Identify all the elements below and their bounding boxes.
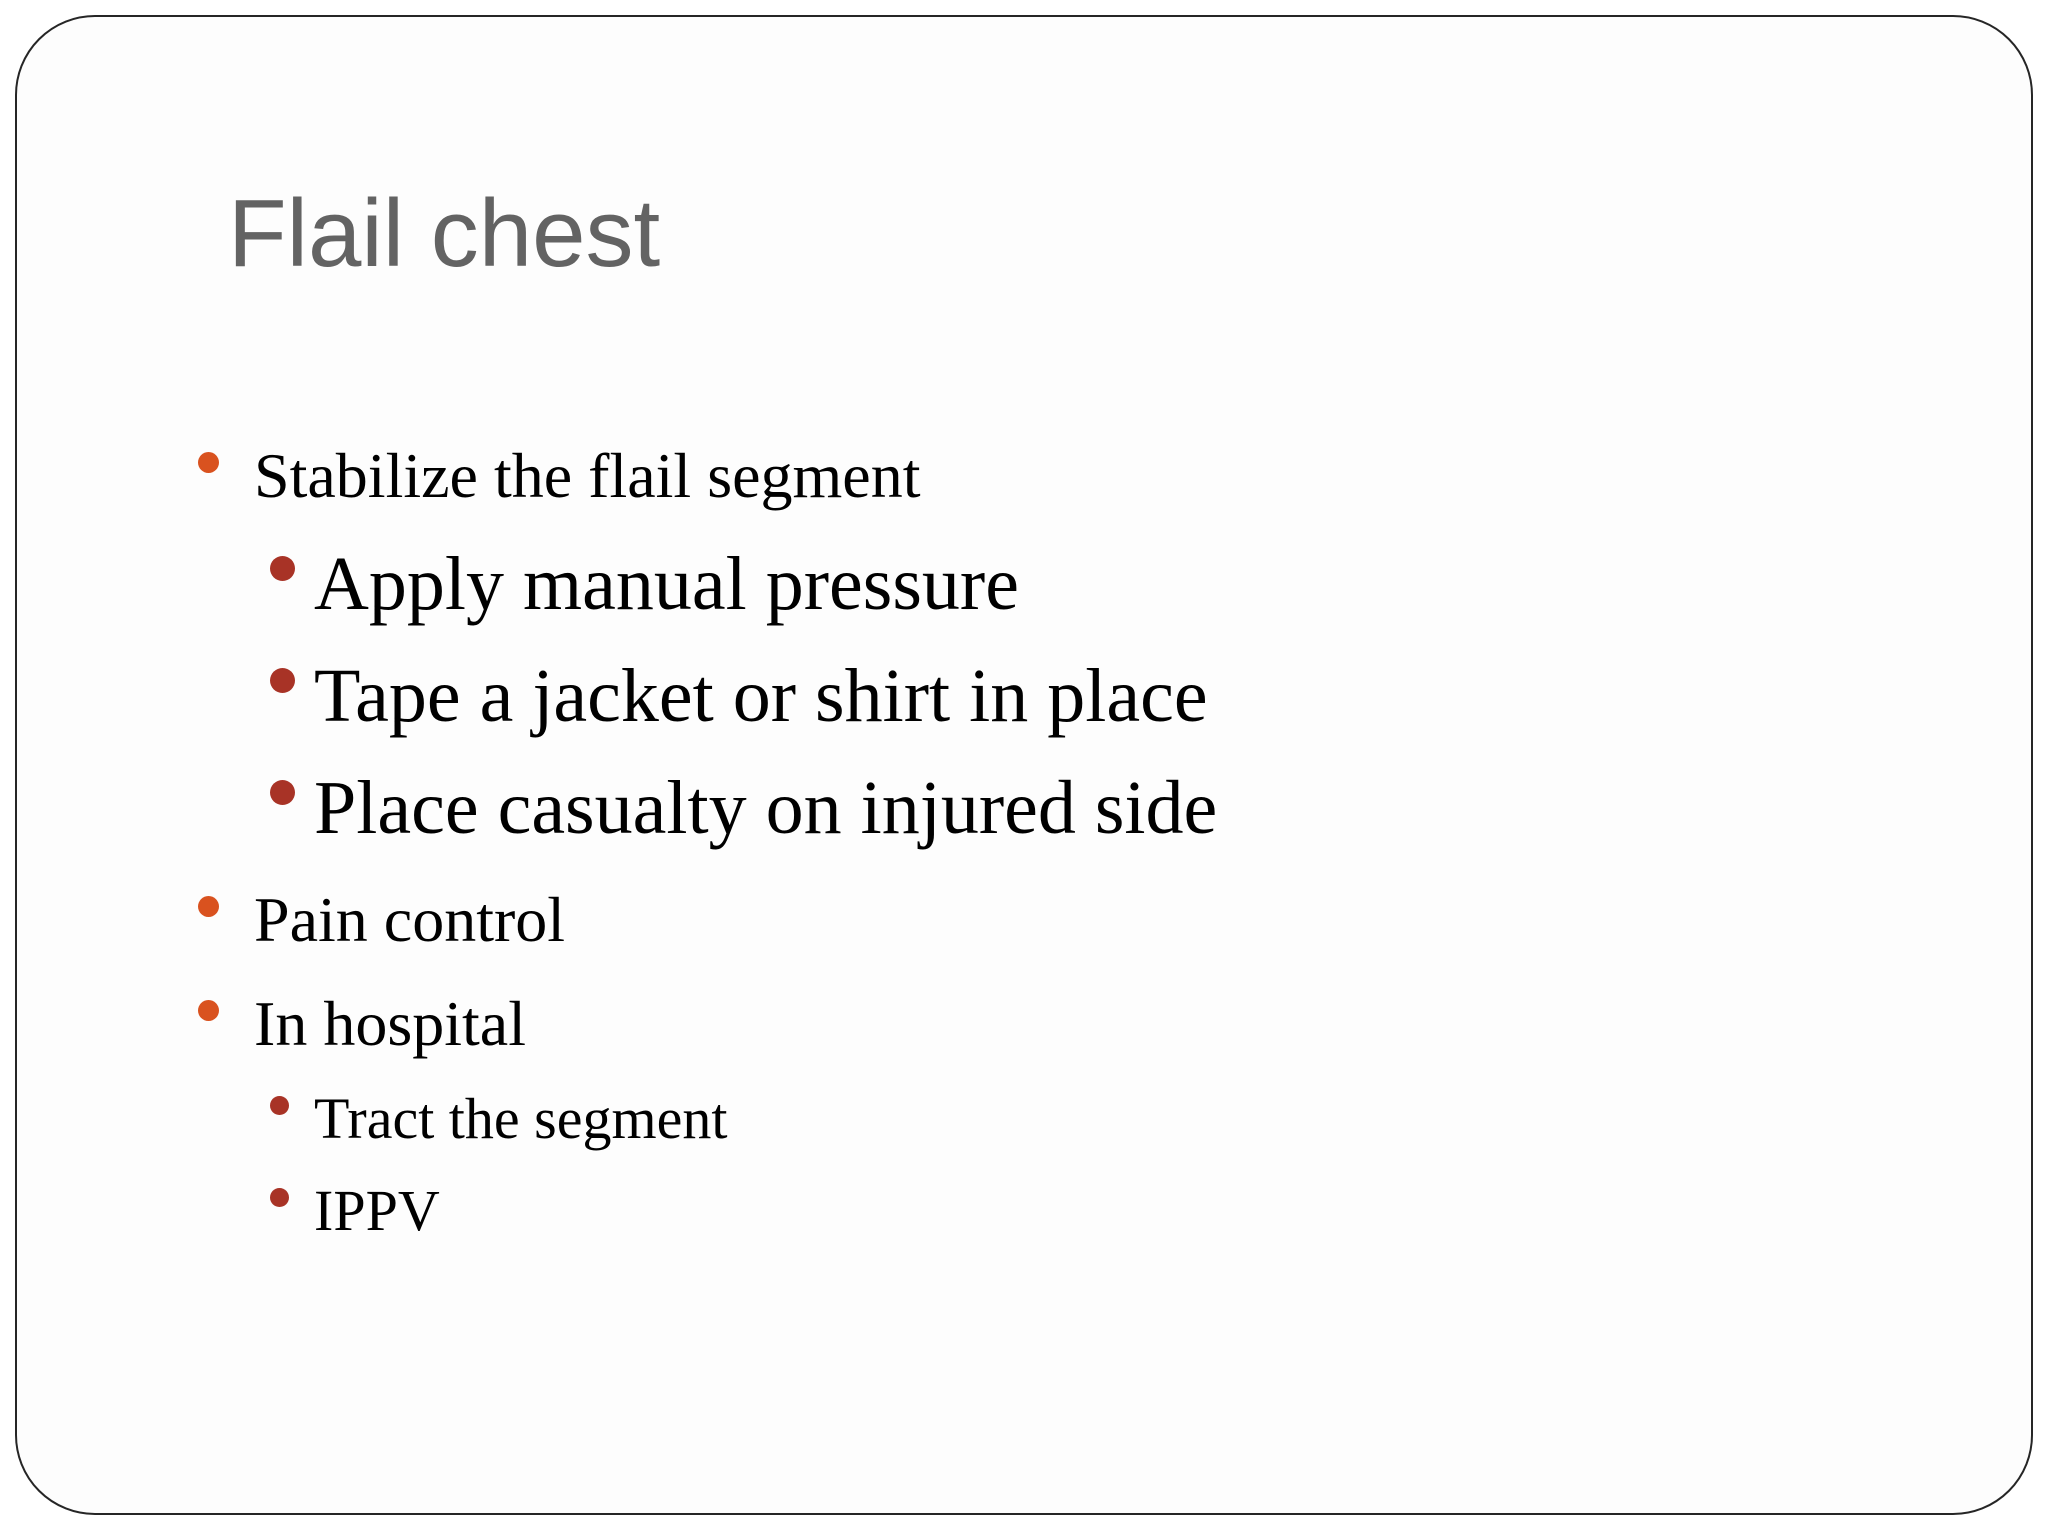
sub-bullet-text: Place casualty on injured side: [314, 766, 1218, 850]
sub-bullet-text: Apply manual pressure: [314, 542, 1019, 626]
bullet-dot-icon: [198, 452, 219, 473]
bullet-text: In hospital: [254, 988, 526, 1059]
sub-bullet-text: Tape a jacket or shirt in place: [314, 654, 1208, 738]
sub-bullet-text: Tract the segment: [314, 1086, 728, 1151]
sub-bullet-dot-icon: [270, 1188, 289, 1207]
slide-title: Flail chest: [228, 180, 661, 287]
bullet-dot-icon: [198, 1000, 219, 1021]
bullet-dot-icon: [198, 896, 219, 917]
sub-bullet-dot-icon: [270, 556, 295, 581]
sub-bullet-dot-icon: [270, 668, 295, 693]
bullet-text: Stabilize the flail segment: [254, 440, 921, 511]
sub-bullet-dot-icon: [270, 1096, 289, 1115]
bullet-text: Pain control: [254, 884, 566, 955]
sub-bullet-dot-icon: [270, 780, 295, 805]
sub-bullet-text: IPPV: [314, 1178, 440, 1243]
